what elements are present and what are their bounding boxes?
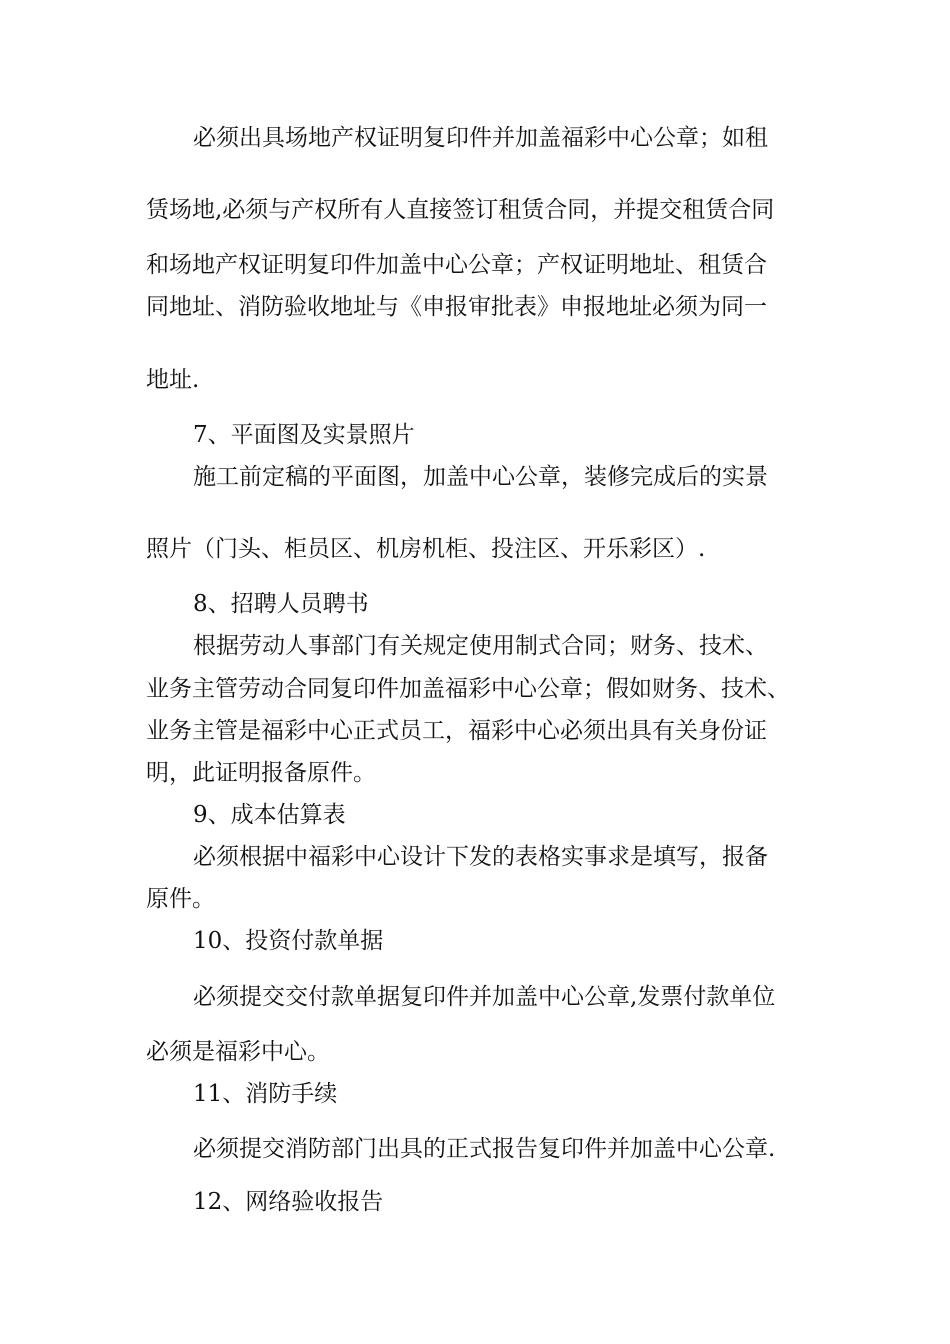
section-heading-10: 10、投资付款单据 (193, 928, 384, 954)
text-line-14: 必须提交交付款单据复印件并加盖中心公章,发票付款单位 (193, 984, 776, 1010)
text-line-11: 明，此证明报备原件。 (146, 760, 376, 786)
text-line-10: 业务主管是福彩中心正式员工，福彩中心必须出具有关身份证 (146, 718, 767, 744)
text-line-2: 赁场地,必须与产权所有人直接签订租赁合同，并提交租赁合同 (146, 197, 775, 223)
text-line-4: 同地址、消防验收地址与《申报审批表》申报地址必须为同一 (146, 294, 767, 320)
text-line-5: 地址. (146, 367, 200, 393)
section-heading-7: 7、平面图及实景照片 (193, 422, 415, 448)
text-line-16: 必须提交消防部门出具的正式报告复印件并加盖中心公章. (193, 1136, 776, 1162)
text-line-13: 原件。 (146, 886, 215, 912)
text-line-3: 和场地产权证明复印件加盖中心公章；产权证明地址、租赁合 (146, 252, 767, 278)
text-line-15: 必须是福彩中心。 (146, 1039, 330, 1065)
text-line-12: 必须根据中福彩中心设计下发的表格实事求是填写，报备 (193, 844, 768, 870)
text-line-9: 业务主管劳动合同复印件加盖福彩中心公章；假如财务、技术、 (146, 676, 790, 702)
text-line-1: 必须出具场地产权证明复印件并加盖福彩中心公章；如租 (193, 125, 768, 151)
section-heading-8: 8、招聘人员聘书 (193, 591, 369, 617)
text-line-6: 施工前定稿的平面图，加盖中心公章，装修完成后的实景 (193, 464, 768, 490)
text-line-8: 根据劳动人事部门有关规定使用制式合同；财务、技术、 (193, 633, 768, 659)
section-heading-12: 12、网络验收报告 (193, 1189, 384, 1215)
section-heading-11: 11、消防手续 (193, 1081, 338, 1107)
text-line-7: 照片（门头、柜员区、机房机柜、投注区、开乐彩区）. (146, 536, 706, 562)
section-heading-9: 9、成本估算表 (193, 802, 346, 828)
